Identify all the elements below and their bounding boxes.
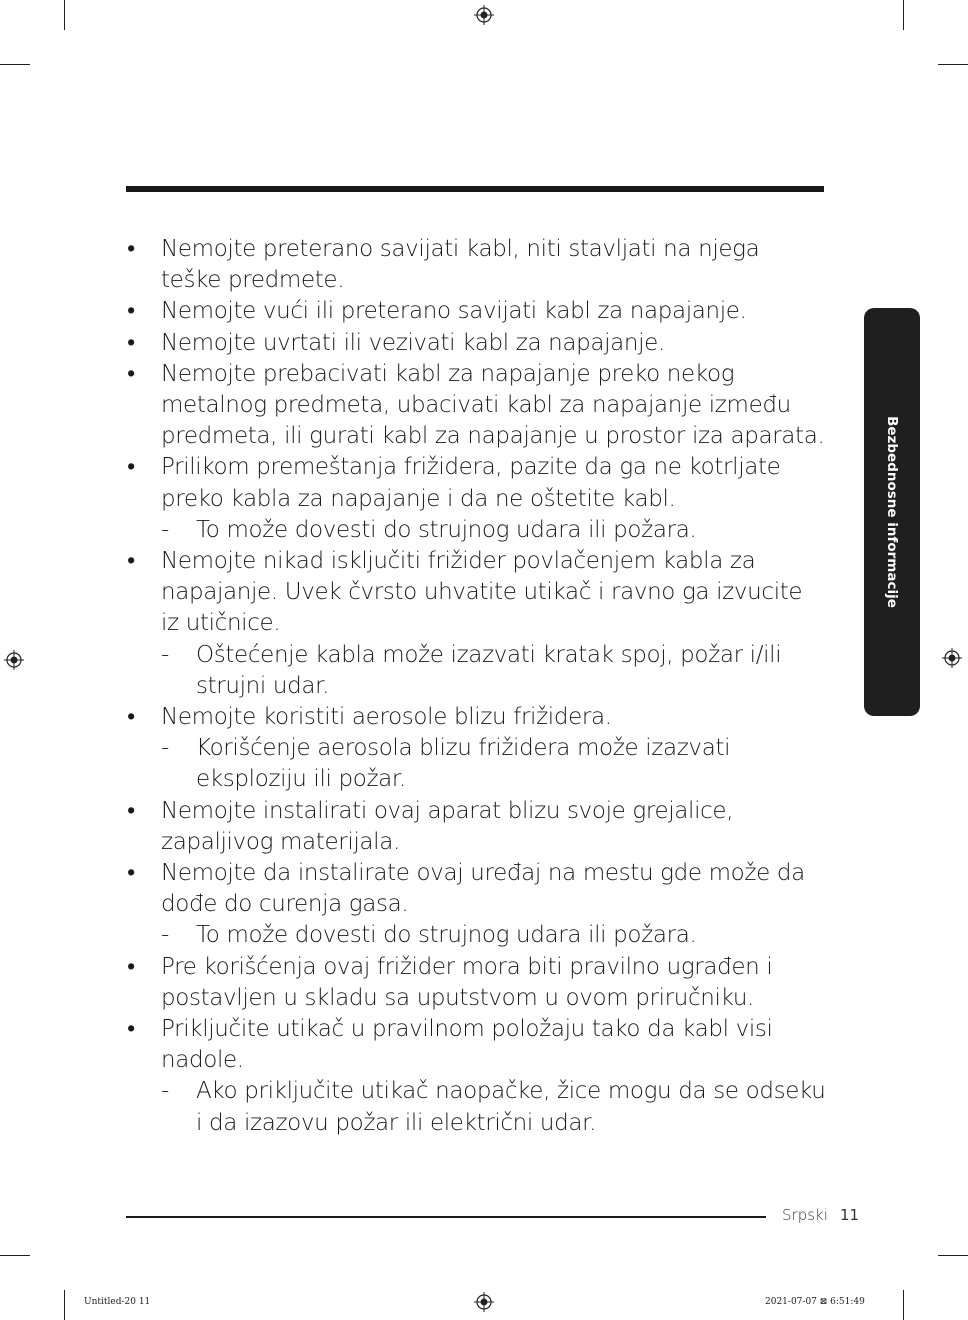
slug-left: Untitled-20 11 bbox=[84, 1297, 151, 1307]
bullet-marker: • bbox=[127, 704, 135, 731]
dash-marker: - bbox=[161, 922, 169, 949]
crop-mark bbox=[0, 1255, 30, 1256]
item-text-line: nadole. bbox=[161, 1047, 244, 1074]
dash-marker: - bbox=[161, 735, 169, 762]
item-text-line: To može dovesti do strujnog udara ili požara. bbox=[196, 922, 697, 949]
registration-mark-icon bbox=[4, 650, 24, 670]
bullet-marker: • bbox=[127, 797, 135, 824]
registration-mark-icon bbox=[474, 5, 494, 25]
footer-language: Srpski bbox=[782, 1206, 828, 1224]
section-tab-label: Bezbednosne informacije bbox=[884, 416, 900, 608]
bullet-item bbox=[126, 452, 826, 514]
item-text-line: Nemojte prebacivati kabl za napajanje preko nekog bbox=[161, 360, 735, 387]
bullet-marker: • bbox=[127, 360, 135, 387]
item-text-line: To može dovesti do strujnog udara ili požara. bbox=[196, 516, 697, 543]
item-text-line: teške predmete. bbox=[161, 267, 345, 294]
bullet-item bbox=[126, 952, 826, 1014]
item-text-line: Pre korišćenja ovaj frižider mora biti pravilno ugrađen i bbox=[161, 953, 773, 980]
item-text-line: Korišćenje aerosola blizu frižidera može izazvati bbox=[196, 735, 731, 762]
registration-mark-icon bbox=[474, 1292, 494, 1312]
item-text-line: preko kabla za napajanje i da ne oštetite kabl. bbox=[161, 485, 676, 512]
bullet-item bbox=[126, 234, 826, 296]
dash-marker: - bbox=[161, 641, 169, 668]
footer-rule bbox=[126, 1216, 766, 1218]
bullet-marker: • bbox=[127, 236, 135, 262]
item-text-line: Ako priključite utikač naopačke, žice mogu da se odseku bbox=[196, 1078, 826, 1105]
item-text-line: Nemojte nikad isključiti frižider povlačenjem kabla za bbox=[161, 548, 756, 575]
item-text-line: napajanje. Uvek čvrsto uhvatite utikač i ravno ga izvucite bbox=[161, 579, 803, 606]
item-text-line: iz utičnice. bbox=[161, 610, 281, 637]
item-text-line: predmeta, ili gurati kabl za napajanje u prostor iza aparata. bbox=[161, 423, 825, 450]
slug-right: 2021-07-07 ⊠ 6:51:49 bbox=[765, 1297, 865, 1307]
bullet-marker: • bbox=[127, 1016, 135, 1043]
bullet-item bbox=[126, 328, 826, 359]
crop-mark bbox=[0, 64, 30, 65]
sub-item bbox=[126, 1076, 826, 1138]
registration-mark-icon bbox=[942, 648, 962, 668]
bullet-marker: • bbox=[127, 548, 135, 575]
bullet-item bbox=[126, 1014, 826, 1076]
item-text-line: Nemojte instalirati ovaj aparat blizu svoje grejalice, bbox=[161, 797, 734, 824]
bullet-marker: • bbox=[127, 298, 135, 325]
item-text-line: strujni udar. bbox=[196, 672, 330, 699]
item-text-line: Nemojte vući ili preterano savijati kabl za napajanje. bbox=[161, 298, 747, 325]
bullet-marker: • bbox=[127, 953, 135, 980]
bullet-item bbox=[126, 702, 826, 733]
bullet-item bbox=[126, 546, 826, 640]
item-text-line: metalnog predmeta, ubacivati kabl za napajanje između bbox=[161, 392, 791, 419]
top-rule bbox=[126, 186, 824, 192]
item-text-line: dođe do curenja gasa. bbox=[161, 891, 409, 918]
item-text-line: eksploziju ili požar. bbox=[196, 766, 406, 793]
item-text-line: i da izazovu požar ili električni udar. bbox=[196, 1109, 597, 1136]
bullet-item bbox=[126, 796, 826, 858]
safety-instructions-list bbox=[126, 234, 826, 1139]
item-text-line: Nemojte da instalirate ovaj uređaj na mestu gde može da bbox=[161, 860, 805, 887]
item-text-line: zapaljivog materijala. bbox=[161, 828, 400, 855]
sub-item bbox=[126, 733, 826, 795]
sub-item bbox=[126, 640, 826, 702]
item-text-line: Prilikom premeštanja frižidera, pazite da ga ne kotrljate bbox=[161, 454, 781, 481]
sub-item bbox=[126, 515, 826, 546]
bullet-item bbox=[126, 858, 826, 920]
dash-marker: - bbox=[161, 516, 169, 543]
crop-mark bbox=[938, 64, 968, 65]
item-text-line: postavljen u skladu sa uputstvom u ovom priručniku. bbox=[161, 984, 755, 1011]
bullet-item bbox=[126, 359, 826, 453]
page-number: 11 bbox=[840, 1206, 860, 1224]
item-text-line: Nemojte koristiti aerosole blizu frižidera. bbox=[161, 704, 612, 731]
sub-item bbox=[126, 920, 826, 951]
item-text-line: Nemojte preterano savijati kabl, niti stavljati na njega bbox=[161, 236, 760, 262]
item-text-line: Nemojte uvrtati ili vezivati kabl za napajanje. bbox=[161, 329, 665, 356]
item-text-line: Priključite utikač u pravilnom položaju tako da kabl visi bbox=[161, 1016, 773, 1043]
crop-mark bbox=[903, 0, 904, 30]
item-text-line: Oštećenje kabla može izazvati kratak spoj, požar i/ili bbox=[196, 641, 782, 668]
crop-mark bbox=[938, 1255, 968, 1256]
crop-mark bbox=[903, 1290, 904, 1320]
bullet-marker: • bbox=[127, 860, 135, 887]
bullet-marker: • bbox=[127, 329, 135, 356]
crop-mark bbox=[64, 1290, 65, 1320]
bullet-marker: • bbox=[127, 454, 135, 481]
crop-mark bbox=[64, 0, 65, 30]
section-tab bbox=[864, 308, 920, 716]
bullet-item bbox=[126, 296, 826, 327]
dash-marker: - bbox=[161, 1078, 169, 1105]
